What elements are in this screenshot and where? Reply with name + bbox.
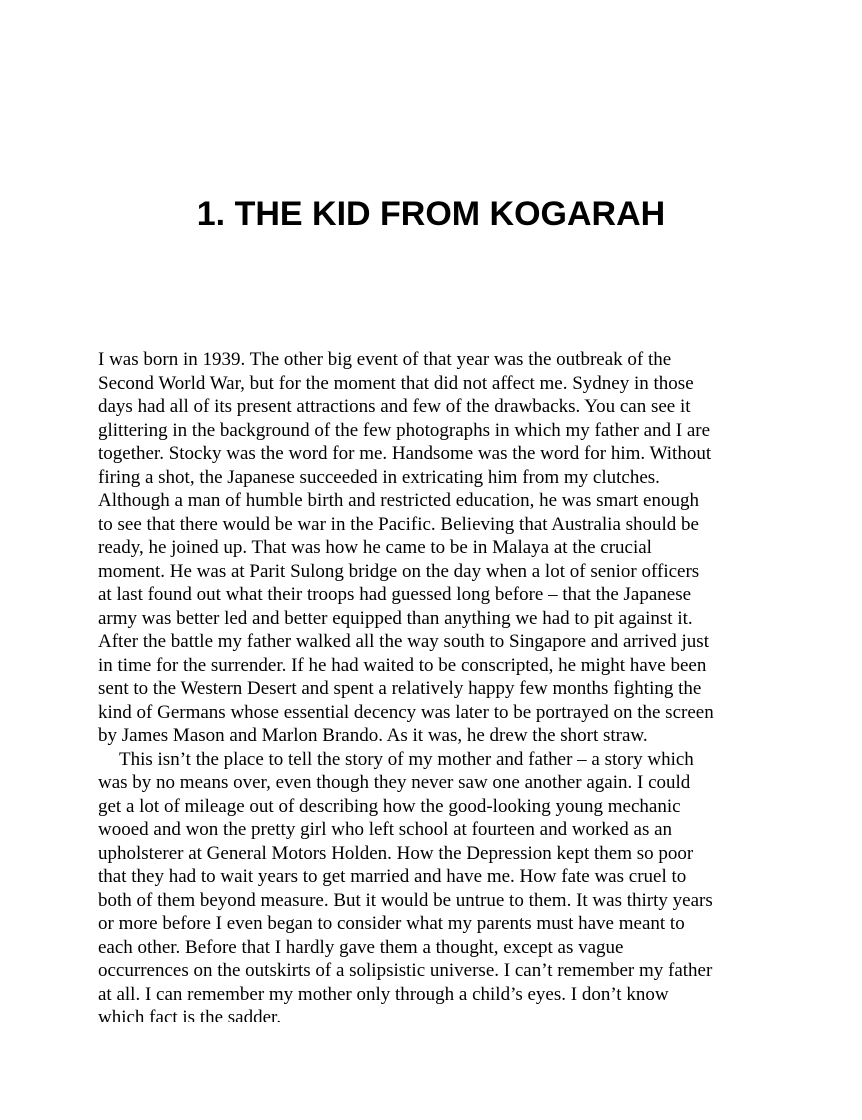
text-line: Second World War, but for the moment that did not affect me. Sydney in those: [98, 372, 694, 394]
text-line: at all. I can remember my mother only through a child’s eyes. I don’t know: [98, 983, 669, 1005]
text-line: in time for the surrender. If he had waited to be conscripted, he might have been: [98, 654, 707, 676]
text-line: Although a man of humble birth and restricted education, he was smart enough: [98, 490, 699, 511]
text-line: or more before I even began to consider what my parents must have meant to: [98, 913, 685, 934]
text-line: occurrences on the outskirts of a solipsistic universe. I can’t remember my father: [98, 960, 713, 981]
chapter-title: 1. THE KID FROM KOGARAH: [196, 195, 666, 233]
text-line: firing a shot, the Japanese succeeded in extricating him from my clutches.: [98, 466, 660, 488]
text-line: wooed and won the pretty girl who left school at fourteen and worked as an: [98, 819, 673, 840]
text-line: together. Stocky was the word for me. Handsome was the word for him. Without: [98, 443, 712, 464]
text-line: army was better led and better equipped than anything we had to pit against it.: [98, 607, 693, 629]
text-line: get a lot of mileage out of describing how the good-looking young mechanic: [98, 795, 681, 817]
text-line: glittering in the background of the few photographs in which my father and I are: [98, 419, 711, 441]
paragraph-start-line: This isn’t the place to tell the story of my mother and father – a story which: [119, 748, 694, 770]
text-line: was by no means over, even though they never saw one another again. I could: [98, 772, 691, 793]
text-line: by James Mason and Marlon Brando. As it was, he drew the short straw.: [98, 725, 648, 746]
text-line: days had all of its present attractions and few of the drawbacks. You can see it: [98, 396, 691, 417]
text-line: ready, he joined up. That was how he came to be in Malaya at the crucial: [98, 537, 652, 558]
text-line: moment. He was at Parit Sulong bridge on the day when a lot of senior officers: [98, 560, 700, 582]
text-line: upholsterer at General Motors Holden. How the Depression kept them so poor: [98, 842, 694, 864]
text-line: which fact is the sadder.: [98, 1007, 282, 1022]
text-line: After the battle my father walked all the way south to Singapore and arrived just: [98, 631, 709, 652]
body-text: [98, 348, 778, 1022]
text-line: sent to the Western Desert and spent a relatively happy few months fighting the: [98, 678, 702, 699]
text-line: I was born in 1939. The other big event of that year was the outbreak of the: [98, 349, 672, 370]
text-line: that they had to wait years to get married and have me. How fate was cruel to: [98, 866, 687, 887]
text-line: both of them beyond measure. But it would be untrue to them. It was thirty years: [98, 889, 713, 911]
text-line: kind of Germans whose essential decency was later to be portrayed on the screen: [98, 701, 714, 723]
text-line: to see that there would be war in the Pacific. Believing that Australia should be: [98, 513, 699, 535]
text-line: each other. Before that I hardly gave them a thought, except as vague: [98, 936, 624, 958]
text-line: at last found out what their troops had guessed long before – that the Japanese: [98, 584, 692, 605]
